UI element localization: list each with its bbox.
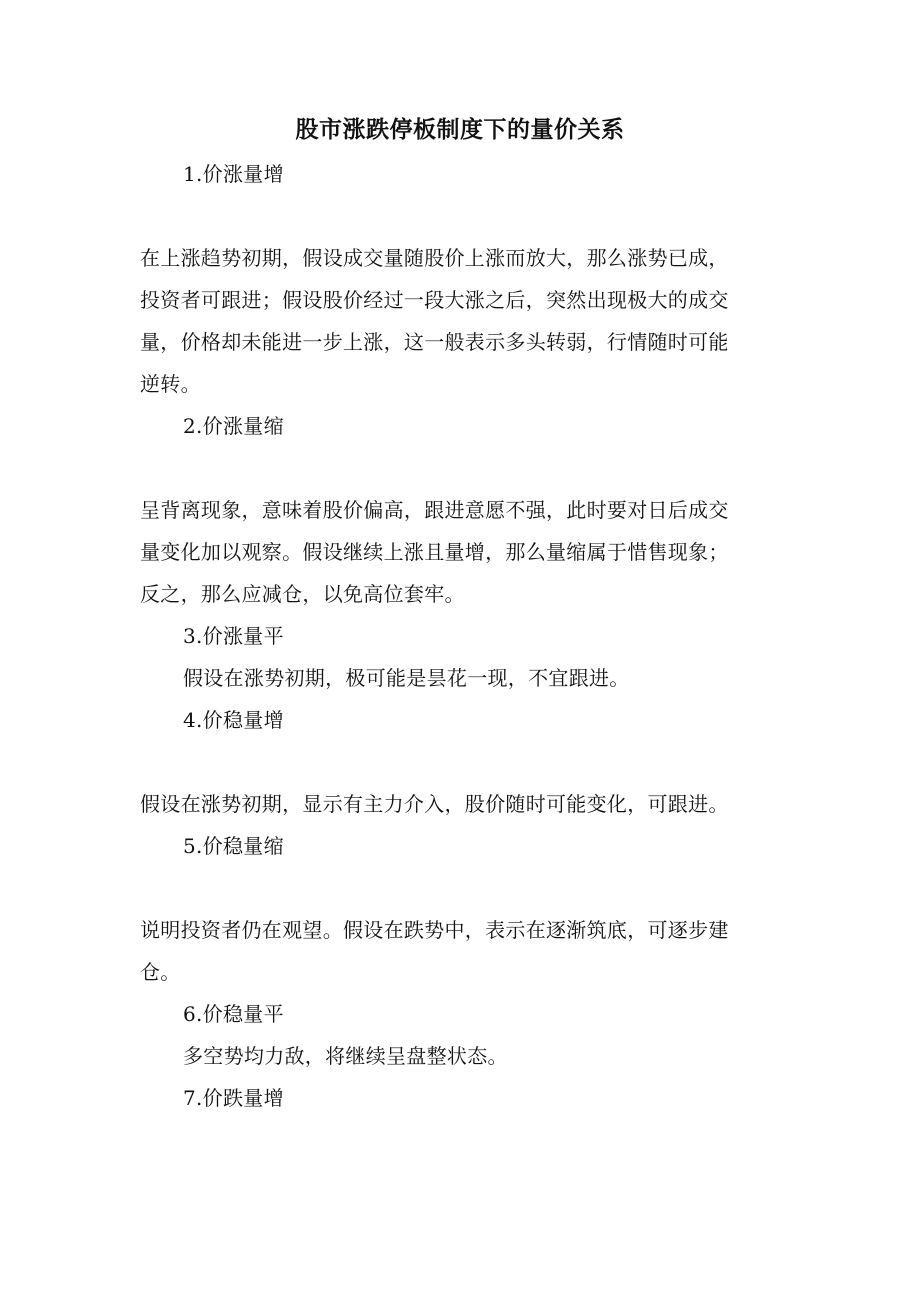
paragraph-line: 仓。 xyxy=(140,960,181,984)
paragraph-line: 说明投资者仍在观望。假设在跌势中，表示在逐渐筑底，可逐步建 xyxy=(140,918,729,942)
paragraph-line: 假设在涨势初期，显示有主力介入，股价随时可能变化，可跟进。 xyxy=(140,792,729,816)
paragraph-line: 反之，那么应减仓，以免高位套牢。 xyxy=(140,582,465,606)
section-heading: 5.价稳量缩 xyxy=(183,834,284,858)
paragraph-line: 逆转。 xyxy=(140,372,201,396)
section-heading: 3.价涨量平 xyxy=(183,624,284,648)
section-heading: 7.价跌量增 xyxy=(183,1086,284,1110)
section-heading: 2.价涨量缩 xyxy=(183,414,284,438)
paragraph-line: 投资者可跟进；假设股价经过一段大涨之后，突然出现极大的成交 xyxy=(140,288,729,312)
paragraph-line: 多空势均力敌，将继续呈盘整状态。 xyxy=(183,1044,508,1068)
paragraph-line: 量，价格却未能进一步上涨，这一般表示多头转弱，行情随时可能 xyxy=(140,330,729,354)
section-heading: 6.价稳量平 xyxy=(183,1002,284,1026)
section-heading: 4.价稳量增 xyxy=(183,708,284,732)
paragraph-line: 呈背离现象，意味着股价偏高，跟进意愿不强，此时要对日后成交 xyxy=(140,498,729,522)
section-heading: 1.价涨量增 xyxy=(183,162,284,186)
paragraph-line: 量变化加以观察。假设继续上涨且量增，那么量缩属于惜售现象； xyxy=(140,540,729,564)
paragraph-line: 假设在涨势初期，极可能是昙花一现，不宜跟进。 xyxy=(183,666,630,690)
paragraph-line: 在上涨趋势初期，假设成交量随股价上涨而放大，那么涨势已成， xyxy=(140,246,729,270)
page-title: 股市涨跌停板制度下的量价关系 xyxy=(295,116,625,143)
